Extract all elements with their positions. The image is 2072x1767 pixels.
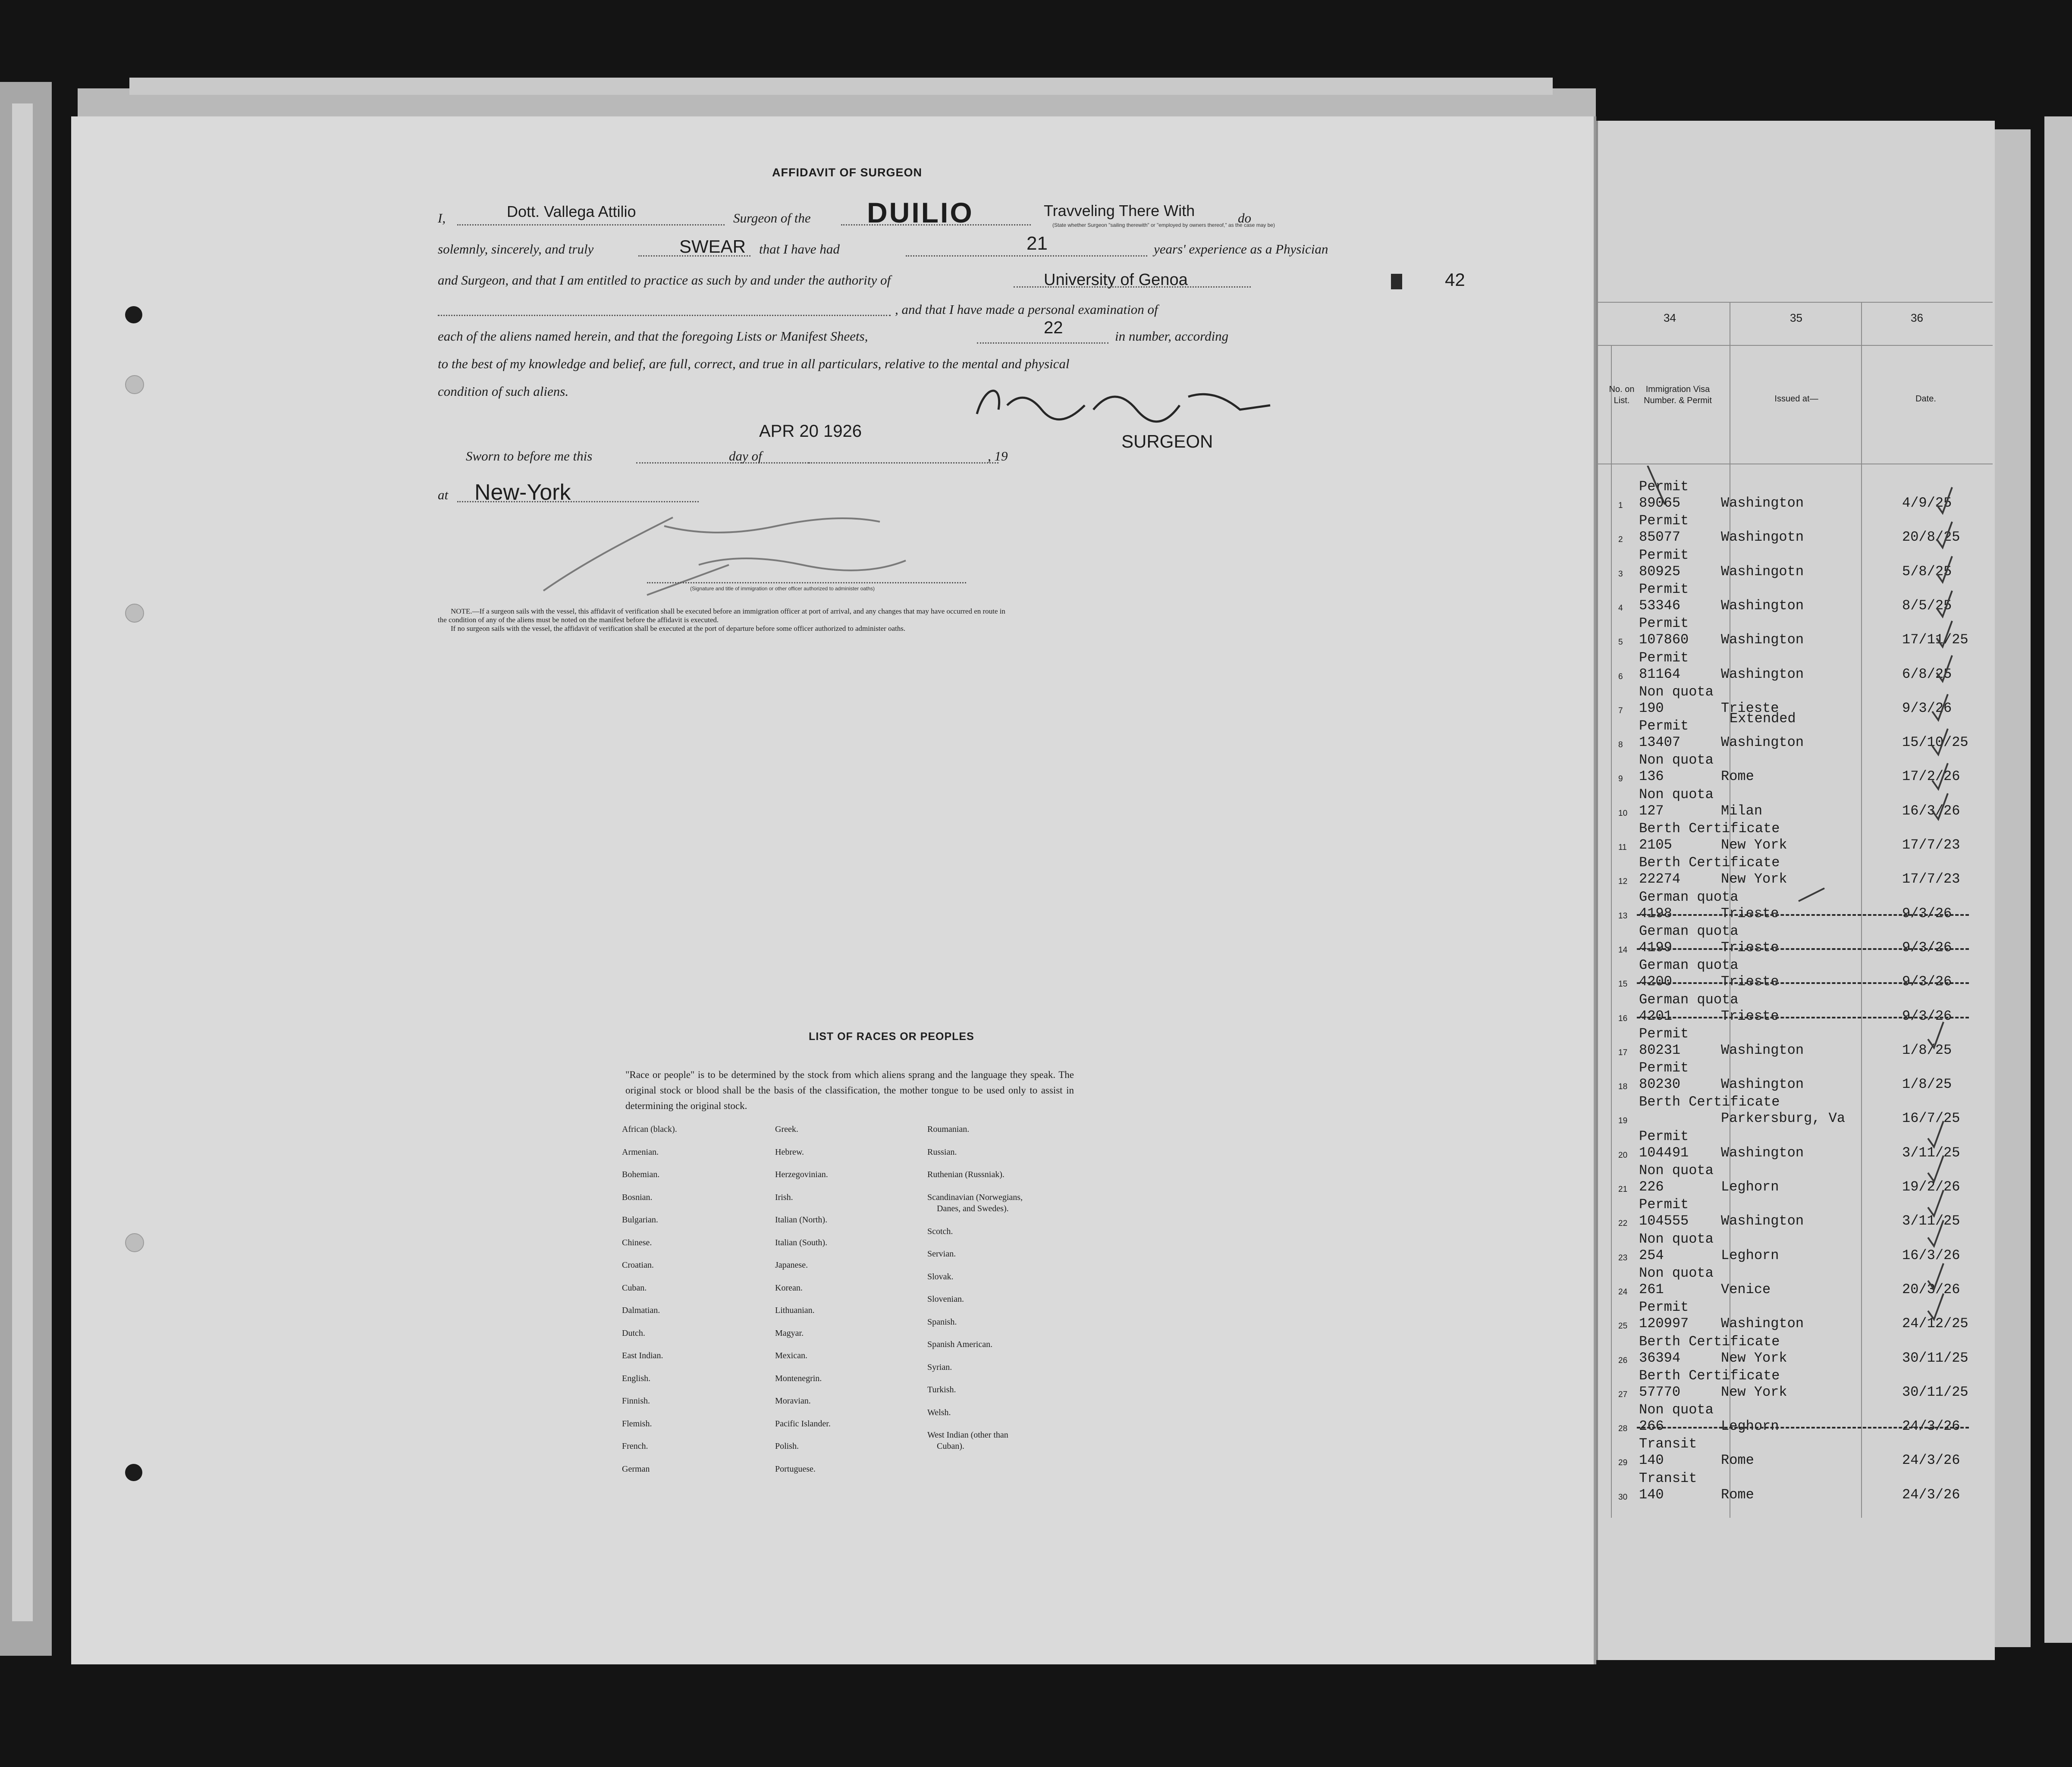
visa-number: 89065 xyxy=(1639,495,1681,511)
race-item: Dalmatian. xyxy=(622,1306,660,1315)
visa-type: Permit xyxy=(1639,615,1689,632)
visa-number: 57770 xyxy=(1639,1384,1681,1400)
visa-date: 9/3/26 xyxy=(1902,974,1952,990)
row-number: 17 xyxy=(1618,1048,1628,1057)
visa-date: 24/3/26 xyxy=(1902,1486,1960,1503)
belief-line: to the best of my knowledge and belief, are full, correct, and true in all particulars, relative to the mental and physical xyxy=(438,356,1070,371)
visa-number: 104491 xyxy=(1639,1144,1689,1161)
visa-date: 19/2/26 xyxy=(1902,1179,1960,1195)
strip-edge xyxy=(1992,129,2031,1647)
visa-type: Non quota xyxy=(1639,683,1714,700)
race-item: Pacific Islander. xyxy=(775,1419,831,1429)
row-number: 27 xyxy=(1618,1390,1628,1399)
issued-at: Rome xyxy=(1721,1486,1754,1503)
row-number: 28 xyxy=(1618,1424,1628,1434)
row-number: 25 xyxy=(1618,1322,1628,1331)
oath-line-b: that I have had xyxy=(759,241,840,257)
issued-at: Venice xyxy=(1721,1281,1771,1297)
race-item: West Indian (other than xyxy=(927,1430,1008,1440)
page-marker xyxy=(1391,274,1402,289)
visa-type: Transit xyxy=(1639,1470,1697,1486)
visa-number: 120997 xyxy=(1639,1316,1689,1332)
race-item: Flemish. xyxy=(622,1419,652,1429)
visa-date: 16/7/25 xyxy=(1902,1110,1960,1127)
visa-date: 3/11/25 xyxy=(1902,1213,1960,1229)
years-value: 21 xyxy=(1027,233,1048,254)
issued-at: Washington xyxy=(1721,1042,1804,1058)
race-item: Servian. xyxy=(927,1249,956,1259)
visa-date: 15/10/25 xyxy=(1902,734,1968,751)
visa-number: 22274 xyxy=(1639,871,1681,887)
issued-at: Rome xyxy=(1721,1452,1754,1469)
do-label: do xyxy=(1238,210,1251,226)
visa-type: Permit xyxy=(1639,547,1689,563)
visa-type: Non quota xyxy=(1639,1231,1714,1247)
row-number: 8 xyxy=(1618,740,1623,750)
issued-at: Washington xyxy=(1721,597,1804,614)
oath-line-c: years' experience as a Physician xyxy=(1154,241,1328,257)
visa-date: 24/3/26 xyxy=(1902,1452,1960,1469)
race-item: Bosnian. xyxy=(622,1192,653,1202)
issued-at: Leghorn xyxy=(1721,1418,1779,1435)
visa-number: 127 xyxy=(1639,802,1664,819)
visa-type: Berth Certificate xyxy=(1639,821,1780,837)
note-line-3: If no surgeon sails with the vessel, the affidavit of verification shall be executed at the port of departure before some officer authorized to administer oaths. xyxy=(451,624,906,633)
issued-at: Washington xyxy=(1721,632,1804,648)
race-item: Slovenian. xyxy=(927,1294,964,1304)
visa-number: 53346 xyxy=(1639,597,1681,614)
surgeon-name: Dott. Vallega Attilio xyxy=(507,203,636,220)
visa-date: 5/8/25 xyxy=(1902,563,1952,580)
surgeon-stamp: SURGEON xyxy=(1121,431,1213,451)
visa-number: 261 xyxy=(1639,1281,1664,1297)
visa-type: Permit xyxy=(1639,1025,1689,1042)
sworn-line-b: day of xyxy=(729,448,762,464)
race-item: Armenian. xyxy=(622,1147,659,1157)
visa-number: 4198 xyxy=(1639,905,1672,921)
binder-hole-icon xyxy=(125,604,144,623)
visa-date: 4/9/25 xyxy=(1902,495,1952,511)
visa-type: Permit xyxy=(1639,581,1689,597)
visa-type: Non quota xyxy=(1639,752,1714,768)
visa-date: 9/3/26 xyxy=(1902,1008,1952,1024)
extended-annotation: Extended xyxy=(1730,710,1796,727)
table-col-rule xyxy=(1611,345,1612,1518)
race-item: Turkish. xyxy=(927,1385,956,1394)
races-column-2 xyxy=(775,1125,917,1487)
row-number: 23 xyxy=(1618,1253,1628,1263)
place-line xyxy=(457,501,699,502)
visa-type: Permit xyxy=(1639,1060,1689,1076)
race-item: Italian (South). xyxy=(775,1238,828,1247)
visa-type: Berth Certificate xyxy=(1639,1094,1780,1110)
row-number: 3 xyxy=(1618,569,1623,579)
visa-type: German quota xyxy=(1639,991,1739,1008)
travel-status: Travveling There With xyxy=(1044,202,1195,219)
visa-number: 36394 xyxy=(1639,1350,1681,1366)
race-item: English. xyxy=(622,1373,651,1383)
row-number: 24 xyxy=(1618,1287,1628,1297)
table-top-rule xyxy=(1598,302,1993,303)
visa-type: Non quota xyxy=(1639,1265,1714,1281)
issued-at: New York xyxy=(1721,1384,1787,1400)
authority-line xyxy=(1014,286,1251,288)
race-item: Spanish. xyxy=(927,1317,957,1327)
visa-number: 190 xyxy=(1639,700,1664,716)
visa-number: 4201 xyxy=(1639,1008,1672,1024)
visa-date: 20/8/25 xyxy=(1902,529,1960,545)
race-item: Bohemian. xyxy=(622,1170,660,1179)
visa-date: 6/8/25 xyxy=(1902,666,1952,682)
issued-at: Trieste xyxy=(1721,700,1779,716)
row-number: 4 xyxy=(1618,603,1623,613)
visa-date: 9/3/26 xyxy=(1902,905,1952,921)
issued-at: New York xyxy=(1721,837,1787,853)
race-item: Irish. xyxy=(775,1192,793,1202)
race-item: Croatian. xyxy=(622,1260,654,1270)
visa-type: Permit xyxy=(1639,513,1689,529)
visa-type: German quota xyxy=(1639,889,1739,905)
visa-type: Permit xyxy=(1639,649,1689,666)
race-item: Scotch. xyxy=(927,1226,953,1236)
sheets-line-b: in number, according xyxy=(1115,329,1229,344)
sheets-line xyxy=(977,342,1108,344)
place-value: New-York xyxy=(474,480,571,505)
examination-line: , and that I have made a personal examination of xyxy=(895,302,1158,317)
race-item: Moravian. xyxy=(775,1396,811,1406)
col-number: 35 xyxy=(1790,311,1802,324)
header-visa: Immigration Visa Number. & Permit xyxy=(1644,385,1712,405)
visa-number: 4199 xyxy=(1639,939,1672,956)
header-no: No. on List. xyxy=(1609,385,1635,405)
row-number: 16 xyxy=(1618,1014,1628,1023)
issued-at: Washingotn xyxy=(1721,529,1804,545)
race-item: Slovak. xyxy=(927,1272,954,1281)
race-item: Italian (North). xyxy=(775,1215,828,1225)
visa-type: Permit xyxy=(1639,718,1689,734)
issued-at: Leghorn xyxy=(1721,1247,1779,1263)
visa-number: 266 xyxy=(1639,1418,1664,1435)
visa-number: 80230 xyxy=(1639,1076,1681,1093)
race-item: Danes, and Swedes). xyxy=(937,1203,1009,1213)
adjacent-page-left-inner xyxy=(12,103,33,1621)
i-label: I, xyxy=(438,210,446,226)
visa-date: 17/11/25 xyxy=(1902,632,1968,648)
row-number: 30 xyxy=(1618,1492,1628,1502)
issued-at: Trieste xyxy=(1721,1008,1779,1024)
visa-number: 254 xyxy=(1639,1247,1664,1263)
years-line xyxy=(906,255,1147,257)
check-marks xyxy=(1635,466,1988,1509)
races-title: LIST OF RACES OR PEOPLES xyxy=(809,1031,974,1043)
col-number: 34 xyxy=(1664,311,1676,324)
race-item: Mexican. xyxy=(775,1351,807,1360)
visa-number: 85077 xyxy=(1639,529,1681,545)
visa-type: German quota xyxy=(1639,957,1739,974)
issued-at: Washington xyxy=(1721,666,1804,682)
race-item: German xyxy=(622,1464,650,1474)
visa-number: 104555 xyxy=(1639,1213,1689,1229)
note-line-1: NOTE.—If a surgeon sails with the vessel, this affidavit of verification shall be executed before an immigration officer at port of arrival, and any changes that may have occurred en route in xyxy=(451,607,1005,615)
races-column-3 xyxy=(927,1125,1108,1453)
race-item: Dutch. xyxy=(622,1328,645,1338)
issued-at: New York xyxy=(1721,1350,1787,1366)
race-item: Welsh. xyxy=(927,1407,951,1417)
ship-name: DUILIO xyxy=(867,197,974,229)
race-item: Japanese. xyxy=(775,1260,808,1270)
sworn-day-line xyxy=(636,462,809,464)
race-item: Herzegovinian. xyxy=(775,1170,828,1179)
visa-date: 20/3/26 xyxy=(1902,1281,1960,1297)
visa-date: 3/11/25 xyxy=(1902,1144,1960,1161)
sworn-month-line xyxy=(809,462,998,464)
oath-word-stamp: SWEAR xyxy=(679,236,746,257)
visa-number: 4200 xyxy=(1639,974,1672,990)
issued-at: Milan xyxy=(1721,802,1763,819)
row-number: 10 xyxy=(1618,808,1628,818)
issued-at: Washington xyxy=(1721,1076,1804,1093)
visa-date: 9/3/26 xyxy=(1902,939,1952,956)
visa-date: 16/3/26 xyxy=(1902,1247,1960,1263)
visa-date: 30/11/25 xyxy=(1902,1350,1968,1366)
visa-type: Permit xyxy=(1639,1197,1689,1213)
oath-line-a: solemnly, sincerely, and truly xyxy=(438,241,594,257)
header-date: Date. xyxy=(1915,394,1936,404)
officer-caption: (Signature and title of immigration or other officer authorized to administer oaths) xyxy=(690,586,875,592)
race-item: Spanish American. xyxy=(927,1340,993,1349)
visa-date: 17/2/26 xyxy=(1902,768,1960,785)
visa-date: 1/8/25 xyxy=(1902,1042,1952,1058)
visa-date: 9/3/26 xyxy=(1902,700,1952,716)
race-item: East Indian. xyxy=(622,1351,663,1360)
adjacent-page-right xyxy=(2044,116,2072,1643)
binder-hole-icon xyxy=(125,306,142,323)
ship-name-line xyxy=(841,224,1031,226)
visa-type: Transit xyxy=(1639,1436,1697,1452)
races-column-1 xyxy=(622,1125,764,1487)
issued-at: Rome xyxy=(1721,768,1754,785)
visa-date: 17/7/23 xyxy=(1902,871,1960,887)
race-item: Cuban). xyxy=(937,1441,964,1451)
visa-date: 17/7/23 xyxy=(1902,837,1960,853)
row-number: 9 xyxy=(1618,774,1623,784)
visa-number: 13407 xyxy=(1639,734,1681,751)
issued-at: Washington xyxy=(1721,1144,1804,1161)
sheets-line-a: each of the aliens named herein, and that the foregoing Lists or Manifest Sheets, xyxy=(438,329,868,344)
at-label: at xyxy=(438,487,449,502)
row-number: 29 xyxy=(1618,1458,1628,1468)
race-item: Portuguese. xyxy=(775,1464,816,1474)
note-line-2: the condition of any of the aliens must be noted on the manifest before the affidavit is executed. xyxy=(438,616,719,624)
row-number: 26 xyxy=(1618,1356,1628,1365)
issued-at: Washington xyxy=(1721,1316,1804,1332)
race-item: Ruthenian (Russniak). xyxy=(927,1170,1005,1179)
race-item: Cuban. xyxy=(622,1283,647,1293)
visa-type: Permit xyxy=(1639,479,1689,495)
visa-type: Non quota xyxy=(1639,1162,1714,1178)
race-item: Scandinavian (Norwegians, xyxy=(927,1192,1023,1202)
row-number: 5 xyxy=(1618,638,1623,647)
issued-at: Trieste xyxy=(1721,905,1779,921)
visa-number: 80231 xyxy=(1639,1042,1681,1058)
issued-at: Washingotn xyxy=(1721,563,1804,580)
race-item: Montenegrin. xyxy=(775,1373,822,1383)
issued-at: Trieste xyxy=(1721,974,1779,990)
race-item: Chinese. xyxy=(622,1238,652,1247)
issued-at: Washington xyxy=(1721,734,1804,751)
sworn-line-a: Sworn to before me this xyxy=(466,448,593,464)
header-issued: Issued at— xyxy=(1774,394,1818,404)
page-stack-top-2 xyxy=(129,78,1553,95)
row-number: 1 xyxy=(1618,501,1623,510)
visa-type: Permit xyxy=(1639,1299,1689,1316)
binder-hole-icon xyxy=(125,1233,144,1252)
row-number: 7 xyxy=(1618,706,1623,715)
issued-at: New York xyxy=(1721,871,1787,887)
row-number: 22 xyxy=(1618,1219,1628,1228)
visa-number: 2105 xyxy=(1639,837,1672,853)
row-number: 13 xyxy=(1618,911,1628,921)
row-number: 20 xyxy=(1618,1150,1628,1160)
visa-type: Berth Certificate xyxy=(1639,1333,1780,1350)
race-item: Roumanian. xyxy=(927,1125,970,1134)
row-number: 2 xyxy=(1618,535,1623,545)
race-item: Polish. xyxy=(775,1441,799,1451)
visa-number: 80925 xyxy=(1639,563,1681,580)
table-number-rule xyxy=(1598,345,1993,346)
binder-hole-icon xyxy=(125,1464,142,1481)
visa-type: Non quota xyxy=(1639,1402,1714,1418)
issued-at: Parkersburg, Va xyxy=(1721,1110,1846,1127)
page-number: 42 xyxy=(1445,269,1465,290)
issued-at: Leghorn xyxy=(1721,1179,1779,1195)
race-item: Finnish. xyxy=(622,1396,650,1406)
row-number: 14 xyxy=(1618,945,1628,955)
row-number: 12 xyxy=(1618,877,1628,887)
oath-line xyxy=(638,255,750,257)
visa-type: Berth Certificate xyxy=(1639,855,1780,871)
race-item: Hebrew. xyxy=(775,1147,804,1157)
visa-number: 226 xyxy=(1639,1179,1664,1195)
issued-at: Trieste xyxy=(1721,939,1779,956)
row-number: 15 xyxy=(1618,980,1628,989)
visa-date: 24/3/26 xyxy=(1902,1418,1960,1435)
visa-type: Berth Certificate xyxy=(1639,1367,1780,1384)
visa-date: 16/3/26 xyxy=(1902,802,1960,819)
row-number: 21 xyxy=(1618,1185,1628,1194)
race-item: Russian. xyxy=(927,1147,957,1157)
status-note: (State whether Surgeon "sailing therewith" or "employed by owners thereof," as the case may be) xyxy=(1052,222,1275,228)
row-number: 18 xyxy=(1618,1082,1628,1092)
race-item: Syrian. xyxy=(927,1362,952,1372)
visa-date: 1/8/25 xyxy=(1902,1076,1952,1093)
visa-date: 24/12/25 xyxy=(1902,1316,1968,1332)
race-item: Lithuanian. xyxy=(775,1306,815,1315)
issued-at: Washington xyxy=(1721,1213,1804,1229)
visa-number: 136 xyxy=(1639,768,1664,785)
race-item: Magyar. xyxy=(775,1328,804,1338)
sheets-count: 22 xyxy=(1044,318,1063,337)
visa-number: 140 xyxy=(1639,1452,1664,1469)
issued-at: Washington xyxy=(1721,495,1804,511)
visa-type: Permit xyxy=(1639,1128,1689,1144)
races-intro: "Race or people" is to be determined by the stock from which aliens sprang and the language they speak. The original stock or blood shall be the basis of the classification, the mother tongue to be used only to assist in determining the original stock. xyxy=(625,1069,1074,1111)
row-number: 19 xyxy=(1618,1116,1628,1126)
visa-type: German quota xyxy=(1639,923,1739,939)
surgeon-of-label: Surgeon of the xyxy=(733,210,811,226)
officer-line xyxy=(647,582,966,583)
visa-number: 107860 xyxy=(1639,632,1689,648)
race-item: French. xyxy=(622,1441,648,1451)
authority-value: University of Genoa xyxy=(1044,271,1188,289)
affidavit-title: AFFIDAVIT OF SURGEON xyxy=(772,166,922,179)
sworn-line-c: , 19 xyxy=(988,448,1008,464)
race-item: African (black). xyxy=(622,1125,677,1134)
visa-date: 8/5/25 xyxy=(1902,597,1952,614)
col-number: 36 xyxy=(1911,311,1923,324)
authority-line: and Surgeon, and that I am entitled to practice as such by and under the authority of xyxy=(438,273,891,288)
visa-number: 140 xyxy=(1639,1486,1664,1503)
binder-hole-icon xyxy=(125,375,144,394)
row-number: 11 xyxy=(1618,843,1627,852)
visa-number: 81164 xyxy=(1639,666,1681,682)
race-item: Greek. xyxy=(775,1125,798,1134)
race-item: Korean. xyxy=(775,1283,803,1293)
condition-line: condition of such aliens. xyxy=(438,384,569,399)
blank-line xyxy=(438,315,891,316)
visa-date: 30/11/25 xyxy=(1902,1384,1968,1400)
date-stamp: APR 20 1926 xyxy=(759,422,862,441)
row-number: 6 xyxy=(1618,672,1623,681)
race-item: Bulgarian. xyxy=(622,1215,658,1225)
surgeon-name-line xyxy=(457,224,725,226)
visa-type: Non quota xyxy=(1639,786,1714,802)
